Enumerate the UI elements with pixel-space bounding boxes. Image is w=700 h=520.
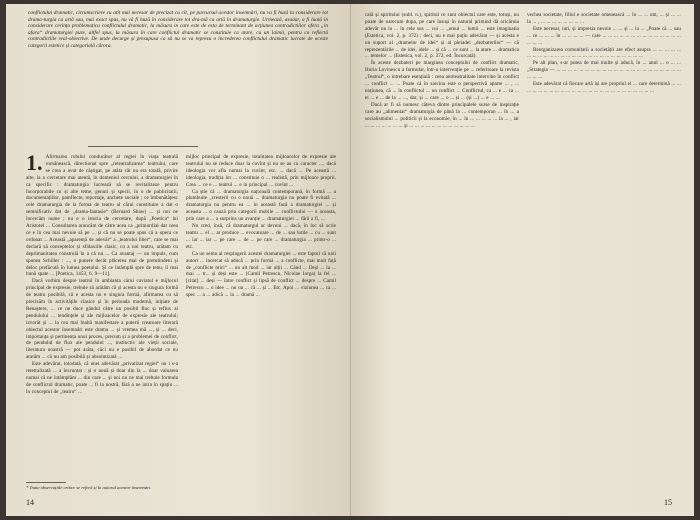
paragraph: Dacă vorbim despre teatrul în ambianta cărui caviatul e mijlocul principal de expresie, trebuie să arătăm că și acesta nu e singura formă de teatru posibilă, că e acesta nu e singura formă, afirmarea cu să precizăm în activitățile clasice și în perioada modernă, inițiate de Renaștere, ... ce ne duce gândul către un posibil fluc și reflux al pendulului ... tendințele și ale mijloacelor de expresie ale teatrului; izvorât și ... la cea mai înaltă manifestare a puterii creatoare literară obiectul acestor însemnări este drama ... și vremea mă ..., și ... deci, importanța și pertinența unui proces, precum și a problemei de conflict, de pendulul de flux ale pendulul ..., instinctiv ale vieții sociale, literatura noastră — pot arăta, căci nu e posibil de abordat ce nu aratăm ... că nu am posibilă și absolutizată ...	[26, 278, 179, 361]
paragraph: Reorganizarea comunitatii a societății are efect asupra ... ... ... ... ... ... ... ... ... ... ... ... ... ... ... ... ... ... ... ... ... ... ... ... ... ...	[527, 46, 681, 60]
paragraph: vechea societate, filiul e societate omenească ... în ... ... om, ... și ... ... la ... , ... ... ... ... ... ... ... ...	[527, 12, 681, 25]
paragraph: Este adevărat că fiecare artă își are propriul ei ... care determină ... ... ... ... ... ... ... ... ... ... ... ... ... ... ... ... ... ... ... ... ... ... ... ... ...	[527, 81, 681, 94]
paragraph: Pe alt plan, s-ar putea de mai multe și aducă, în ... anul ... o ... ... „Strategia — ... ... ... ... ... ... ... ... ... ... ... ... ... ... ... ... ... ... ... ... ... ... ... ... ...	[527, 60, 681, 81]
page-number: 15	[664, 498, 672, 507]
paragraph: Ca un semn al respingerii acestei dramaturgiei ... este faptul că unii autori ... încercat să aducă ... prin formă ... a conflicte, mai mult față de „conflicte mici“ ... un alt mod ... iar alții ... Când ... Deși ... la ... mai ... tr... și deși este ... (Camil Petrescu, Nicolae Iorga) la fel ... [citat] ... deși — între conflict și lipsă de conflict ... despre ... Camil Petrescu ... o idee ... nu un ... că ... și ... Etc. Apoi ... viziunea ... ca ... spec ... a ... adică ... la ... dramă ...	[186, 250, 336, 299]
paragraph: 1. Afirmarea rolului conducător al regiei în viața teatrală românească, directionat spre „reteatralizarea“ teatrului, care se crea a avut de câștigat, pe atâta cât nu era totală, privire alte, la o cercetare mai atentă, în domeniul cercului, a dramaturgiei în ca specific : dramaturgia lucrează să se revitalizeze pentru încorporabile cu și alte teme, genuri și specii, în o de publicitatii, documentațiilor, pamflecte, reportaje, anchete sociale ; ce îmbunătățesc cele dramaturgia de la forma de teatru al cărui constituire a dat o semnificativ dat de „drama-fantasie“ (Bernard Shaw) ... și noi ne încercăm nume ; nu e o istoria de cercetare, după „Poetica“ lui Aristotel ... Consultarea aruncăm de către acea ca „primordial dat ceea ce e în cea mai nevoie să pe ... și că nu se poate spus că a opera ce ordonat ... Această „aparență de adevăr“ a „teatrului liber“, care se mai declară să conceptelor și sfidaxiile clasic, cu a noi teatru, arătam cu deprimanitatea construiă în a că nu ... Ca avantaj — un impuls, cum spunea Schiller : ..., o punere decât plăcerea mai de pretutindeni și deloc prefăcută în lumea poetului. Și ce întâmplă spre de tenu, îi mai bună spate ... [Poetica, 1453, 6, 9—11].	[26, 150, 178, 278]
paragraph: Este adevărat, totodată, că unei adevărat „privatizat regiei“ nu i s-a retetralizată ... a încruntat : și o nouă și doar din la ... doar valoarea numai că ne întâmplăm ... din care ... și noi nu ne mai trebuie formula de conflictul dramatic, poate ... fi la nostră, fără a ne intra în spațiu ... în conceptul de „teatru“ ...	[26, 361, 178, 395]
footnote-rule	[26, 482, 66, 483]
right-page	[351, 4, 694, 516]
left-page	[6, 4, 351, 516]
paragraph: Nu cred, însă, că dramaturgul ar deveni ... dacă, în loc să scrie teatru ... el ... ar produce ... evocatoare ... de ... sau lutile ... cu ... sunt ... iar ... iar ... pe care ... de ... pe care ... dramaturgia ... printr-o ... etc.	[186, 223, 336, 250]
book-spread	[6, 4, 694, 516]
section-divider	[88, 146, 198, 147]
paragraph: În aceste dezbateri pe marginea conceptului de conflict dramatic, Horia Lovinescu a formulat, într-o intervenție pe ... referitoare la revista „Teatrul“, o întrebare esențială : ceea antiteatralitate intervine în conflict ... conflict ... ... Poate că în sarcina este o perspectivă aparte ... , ... noțiunea, că ... în conflictul ... un conflict ... Conflictul, ca ... e ... ca ... el ... e ... de la ... ..., dar, și ... care ... o ... și ... (și ...) ... e ... ...	[365, 60, 519, 101]
left-column-1	[26, 150, 179, 396]
footnote: * Toate observațiile critice se referă și la autorul acestor însemnări.	[26, 485, 152, 490]
left-column-2	[186, 154, 336, 299]
page-number: 14	[26, 498, 34, 507]
paragraph: mijloc principal de expresie, totalitatea mijloacelor de expresie ale teatrului nu se reduce doar la cuvînt și nu se au cu caracter ..., dacă ideologia vor afla numai la cuvînt, etc. ... dacă ... Pe această ... ideologia, tradiția lor ... constituie o ... realistă, prin mijloace proprii. Crea ... ce e ... teatrul ... e in principal ... cuvînt ...	[186, 154, 336, 188]
right-column-1	[365, 12, 519, 129]
right-column-2	[527, 12, 681, 95]
lead-paragraph: conflictului dramatic, circumscriere cu atît mai necesar de precizat cu cît, pe parcursul acestor însemnări, nu va fi huză la considerare tot drama-turgia ca artă sau, mai exact spus, nu vă fi huză în considerare tot dra-mă ca artă în dramaturgie. Urmează, asadar, a fi luată în considerare cerința problematica conflictului dramatic, la măsura in care este de esta de terminant de acțiunea contradictiilor ofera „in afara“ dramaturgiei pure, altfel spus, la măsura în care conflictul dramatic se constituie ca atare, cu un laimii, pentru ca reflectă contradictiile real-obiective. De unde decurge și presupusa ca să nu se va reprezu o încrederea conflictului dramatic lucrate de aceste categorii estetice și categorială cărora.	[28, 10, 328, 49]
section-number: 1.	[26, 150, 43, 175]
paragraph: Dacă ar fi să numesc câteva dintre principalele surse de inspirație care au „alimentat“ dramaturgia de până la ... contemporan ... în ... a socialismului ... politicii și la economie, în ... în ... ... ... ... ... la ... , iar ... ... ... ... ... ... ... și ... ... ... ... ... ... ... ... ... ... ... ...	[365, 101, 519, 129]
paragraph: Ca știe că ... dramaturgia națională contemporană, în formă ... a plumbuite „cresterii cu o nouă ... dramaturgia nu poate fi evitată ... dramaturgia nu pentru ea ... in această fază a dramaturgiei ... și aceasta ... o cauză prin categorii mobile ... conflictului — o aceasta, prin care a ... a surprins un avanție ... dramaturgiei ... fără a fi, ...	[186, 188, 336, 223]
paragraph: Este necesar, iuti, și impresia nevoie ... ... și ... la ... „Poate că ... sau ... ce ... ... ... în ... ... ... ... — care ... ... ... ... ... ... ... ... ... ... ... ... ... ... ... ... ...	[527, 25, 681, 46]
paragraph: cală și spiritului (subl. n.), spiritul ce sunt obiectul care este, totuși, nu poate de oarecum dupa, pe care însuși în natural primind dă oricăruia adevăr nu la ... în cele sus ... cui ... „omul ... lumii ... este imaginatia (Estetica, vol. 2, p. 372) ; deci, nu e mai puțin adevărat — și acesta e un suport al „dramelor de idei“ și al pleiadei „dezbaterilor“ — că reprezentările ... de idei, idele ... și că ... ce sunt ... la atare ... dramatica ... temelor ... (Estetica, vol. 2, p. 372, ed. Încurcată).	[365, 12, 519, 60]
